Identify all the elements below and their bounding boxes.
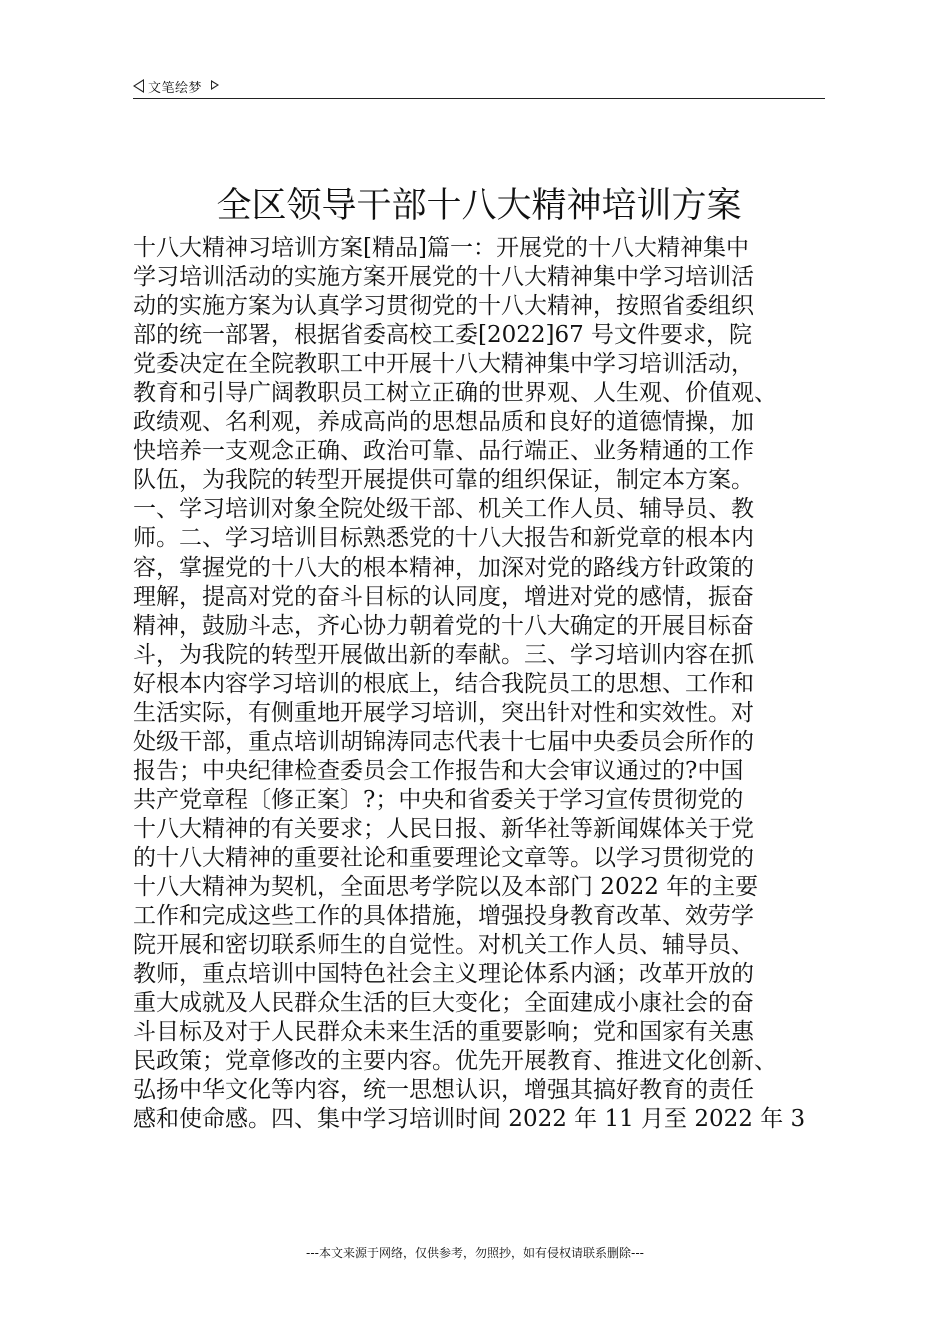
body-line: 容，掌握党的十八大的根本精神，加深对党的路线方针政策的	[133, 554, 754, 581]
body-line: 斗目标及对于人民群众未来生活的重要影响；党和国家有关惠	[133, 1019, 754, 1046]
body-line: 部的统一部署，根据省委高校工委[2022]67 号文件要求，院	[133, 322, 753, 349]
body-line: 斗，为我院的转型开展做出新的奉献。三、学习培训内容在抓	[133, 641, 754, 668]
triangle-left-icon	[133, 79, 144, 93]
header-divider	[133, 98, 825, 99]
header-brand: 文笔绘梦	[148, 80, 203, 96]
body-line: 动的实施方案为认真学习贯彻党的十八大精神，按照省委组织	[133, 293, 754, 320]
body-line: 重大成就及人民群众生活的巨大变化；全面建成小康社会的奋	[133, 990, 754, 1017]
triangle-right-icon	[211, 80, 219, 90]
body-line: 工作和完成这些工作的具体措施，增强投身教育改革、效劳学	[133, 903, 754, 930]
body-line: 一、学习培训对象全院处级干部、机关工作人员、辅导员、教	[133, 496, 754, 523]
body-line: 生活实际，有侧重地开展学习培训，突出针对性和实效性。对	[133, 699, 754, 726]
body-line: 弘扬中华文化等内容，统一思想认识，增强其搞好教育的责任	[133, 1077, 754, 1104]
document-title: 全区领导干部十八大精神培训方案	[216, 186, 742, 226]
body-line: 好根本内容学习培训的根底上，结合我院员工的思想、工作和	[133, 670, 754, 697]
body-line: 党委决定在全院教职工中开展十八大精神集中学习培训活动，	[133, 351, 754, 378]
body-line: 学习培训活动的实施方案开展党的十八大精神集中学习培训活	[133, 264, 754, 291]
body-line: 精神，鼓励斗志，齐心协力朝着党的十八大确定的开展目标奋	[133, 612, 754, 639]
body-line: 处级干部，重点培训胡锦涛同志代表十七届中央委员会所作的	[133, 728, 754, 755]
body-line: 报告；中央纪律检查委员会工作报告和大会审议通过的?中国	[133, 757, 744, 784]
body-line: 的十八大精神的重要社论和重要理论文章等。以学习贯彻党的	[133, 844, 754, 871]
body-line: 感和使命感。四、集中学习培训时间 2022 年 11 月至 2022 年 3	[133, 1106, 806, 1133]
document-body	[133, 234, 833, 1134]
body-line: 院开展和密切联系师生的自觉性。对机关工作人员、辅导员、	[133, 932, 754, 959]
body-line: 十八大精神为契机，全面思考学院以及本部门 2022 年的主要	[133, 874, 759, 901]
body-line: 快培养一支观念正确、政治可靠、品行端正、业务精通的工作	[133, 438, 754, 465]
body-line: 教育和引导广阔教职员工树立正确的世界观、人生观、价值观、	[133, 380, 777, 407]
body-line: 民政策；党章修改的主要内容。优先开展教育、推进文化创新、	[133, 1048, 777, 1075]
page-footer: ---本文来源于网络，仅供参考，勿照抄，如有侵权请联系删除---	[306, 1246, 644, 1260]
body-line: 十八大精神的有关要求；人民日报、新华社等新闻媒体关于党	[133, 815, 754, 842]
body-line: 队伍，为我院的转型开展提供可靠的组织保证，制定本方案。	[133, 467, 754, 494]
page-header	[133, 74, 825, 98]
body-line: 十八大精神习培训方案[精品]篇一：开展党的十八大精神集中	[133, 235, 749, 261]
body-line: 教师，重点培训中国特色社会主义理论体系内涵；改革开放的	[133, 961, 754, 988]
body-line: 理解，提高对党的奋斗目标的认同度，增进对党的感情，振奋	[133, 583, 754, 610]
body-line: 师。二、学习培训目标熟悉党的十八大报告和新党章的根本内	[133, 525, 754, 552]
body-line: 共产党章程〔修正案〕?；中央和省委关于学习宣传贯彻党的	[133, 786, 744, 813]
body-line: 政绩观、名利观，养成高尚的思想品质和良好的道德情操，加	[133, 409, 754, 436]
